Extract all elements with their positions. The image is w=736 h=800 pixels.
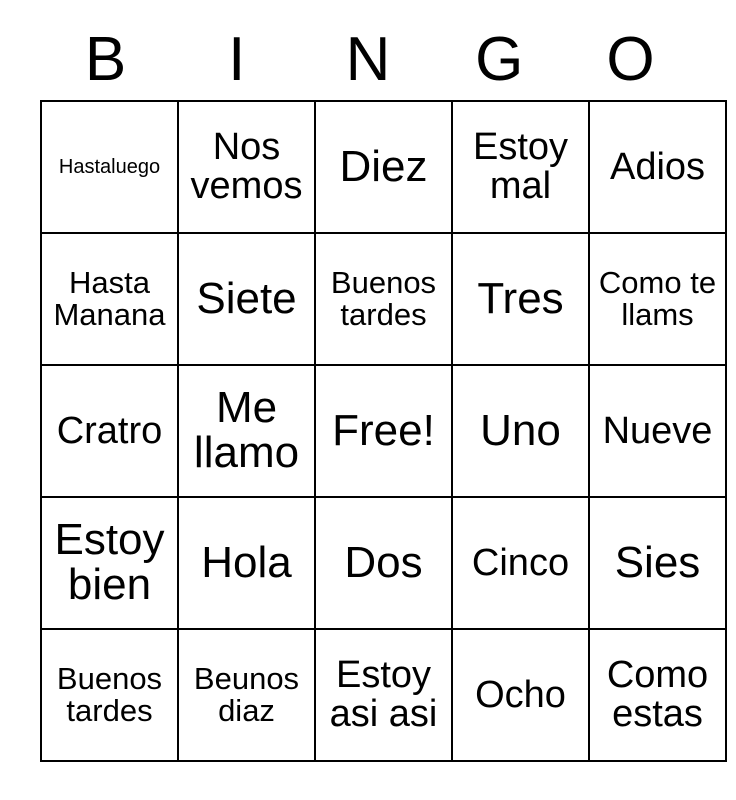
bingo-cell[interactable]: Buenos tardes	[315, 233, 452, 365]
bingo-cell[interactable]: Tres	[452, 233, 589, 365]
bingo-row	[41, 101, 726, 233]
bingo-cell[interactable]: Sies	[589, 497, 726, 629]
bingo-cell[interactable]: Estoy mal	[452, 101, 589, 233]
bingo-row	[41, 233, 726, 365]
bingo-card	[40, 20, 717, 762]
bingo-cell[interactable]: Cinco	[452, 497, 589, 629]
bingo-cell[interactable]: Diez	[315, 101, 452, 233]
bingo-cell[interactable]: Como te llams	[589, 233, 726, 365]
bingo-row	[41, 629, 726, 761]
bingo-cell[interactable]: Siete	[178, 233, 315, 365]
bingo-cell[interactable]: Adios	[589, 101, 726, 233]
bingo-cell[interactable]: Hola	[178, 497, 315, 629]
bingo-cell[interactable]: Dos	[315, 497, 452, 629]
bingo-cell-free[interactable]: Free!	[315, 365, 452, 497]
bingo-cell[interactable]: Como estas	[589, 629, 726, 761]
header-letter-g: G	[475, 25, 524, 94]
bingo-cell[interactable]: Me llamo	[178, 365, 315, 497]
bingo-cell[interactable]: Cratro	[41, 365, 178, 497]
bingo-row	[41, 497, 726, 629]
header-letter-b: B	[84, 25, 127, 94]
bingo-cell[interactable]: Estoy bien	[41, 497, 178, 629]
bingo-cell[interactable]: Beunos diaz	[178, 629, 315, 761]
bingo-cell[interactable]: Hasta Manana	[41, 233, 178, 365]
bingo-cell[interactable]: Nueve	[589, 365, 726, 497]
header-letter-n: N	[345, 25, 391, 94]
bingo-cell[interactable]: Uno	[452, 365, 589, 497]
bingo-grid	[40, 100, 727, 762]
header-letter-i: I	[228, 25, 246, 94]
bingo-cell[interactable]: Ocho	[452, 629, 589, 761]
bingo-cell[interactable]: Nos vemos	[178, 101, 315, 233]
bingo-cell[interactable]: Hastaluego	[41, 101, 178, 233]
header-letter-o: O	[606, 25, 655, 94]
bingo-cell[interactable]: Estoy asi asi	[315, 629, 452, 761]
bingo-cell[interactable]: Buenos tardes	[41, 629, 178, 761]
bingo-row	[41, 365, 726, 497]
bingo-header	[40, 20, 696, 100]
